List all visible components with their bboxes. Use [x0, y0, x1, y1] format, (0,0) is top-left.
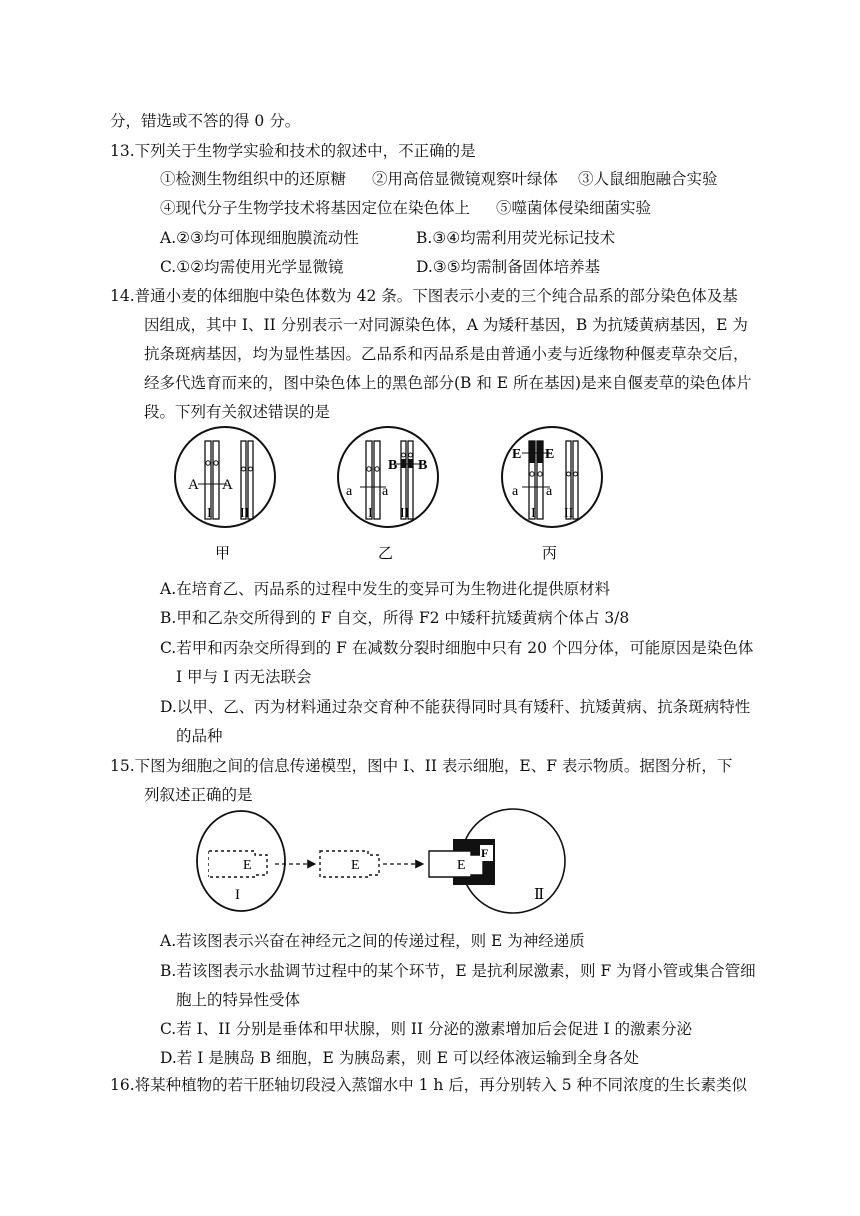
q14-stem-line-3: 抗条斑病基因，均为显性基因。乙品系和丙品系是由普通小麦与近缘物种偃麦草杂交后， [144, 345, 749, 363]
fig15-f: F [481, 846, 489, 860]
bing-e-left: E [512, 447, 522, 462]
bing-label-II: II [564, 506, 574, 521]
bing-e-right: E [545, 447, 555, 462]
fig15-e3: E [457, 858, 466, 873]
bing-gene-left: a [512, 484, 519, 499]
signal-transmission-figure [195, 805, 675, 925]
yi-caption: 乙 [378, 546, 394, 562]
fig15-cell-II-label: Ⅱ [534, 887, 545, 903]
q15-option-d: D.若 I 是胰岛 B 细胞，E 为胰岛素，则 E 可以经体液运输到全身各处 [160, 1049, 639, 1067]
jia-label-II: II [240, 506, 250, 521]
fig15-cell-I-label: I [235, 887, 240, 903]
yi-label-II: II [400, 506, 410, 521]
q15-option-b-line-1: B.若该图表示水盐调节过程中的某个环节，E 是抗利尿激素，则 F 为肾小管或集合管细 [160, 962, 756, 980]
q15-option-c: C.若 I、II 分别是垂体和甲状腺，则 II 分泌的激素增加后会促进 I 的激素分泌 [160, 1020, 693, 1038]
q14-option-d-line-2: 的品种 [176, 727, 223, 745]
q14-option-d-line-1: D.以甲、乙、丙为材料通过杂交育种不能获得同时具有矮秆、抗矮黄病、抗条斑病特性 [160, 698, 751, 716]
bing-gene-right: a [546, 484, 553, 499]
jia-gene-right: A [222, 477, 233, 493]
q13-item-1: ①检测生物组织中的还原糖 [160, 170, 347, 188]
q14-stem-line-1: 14.普通小麦的体细胞中染色体数为 42 条。下图表示小麦的三个纯合品系的部分染色体及基 [110, 287, 738, 305]
q13-item-4: ④现代分子生物学技术将基因定位在染色体上 [160, 199, 471, 217]
q15-option-a: A.若该图表示兴奋在神经元之间的传递过程，则 E 为神经递质 [160, 932, 585, 950]
q13-option-b: B.③④均需利用荧光标记技术 [416, 229, 616, 247]
q14-stem-line-4: 经多代选育而来的，图中染色体上的黑色部分(B 和 E 所在基因)是来自偃麦草的染色体片 [144, 374, 752, 392]
yi-b-left: B [388, 458, 398, 473]
q13-option-c: C.①②均需使用光学显微镜 [160, 258, 344, 276]
q14-option-b: B.甲和乙杂交所得到的 F 自交，所得 F2 中矮秆抗矮黄病个体占 3/8 [160, 609, 630, 627]
bing-label-I: I [531, 506, 536, 521]
q14-option-a: A.在培育乙、丙品系的过程中发生的变异可为生物进化提供原材料 [160, 580, 611, 598]
fig15-e1: E [243, 858, 252, 873]
q14-option-c-line-1: C.若甲和丙杂交所得到的 F 在减数分裂时细胞中只有 20 个四分体，可能原因是染色体 [160, 639, 754, 657]
q14-stem-line-5: 段。下列有关叙述错误的是 [144, 403, 331, 421]
jia-gene-left: A [188, 477, 199, 493]
q13-option-a: A.②③均可体现细胞膜流动性 [160, 229, 359, 247]
q13-item-2: ②用高倍显微镜观察叶绿体 [372, 170, 559, 188]
q13-stem: 13.下列关于生物学实验和技术的叙述中，不正确的是 [110, 142, 476, 160]
q15-stem-line-1: 15.下图为细胞之间的信息传递模型，图中 I、II 表示细胞，E、F 表示物质。据图分析，下 [110, 757, 733, 775]
fig15-e2: E [351, 858, 360, 873]
q14-stem-line-2: 因组成，其中 I、II 分别表示一对同源染色体，A 为矮秆基因，B 为抗矮黄病基因，E 为 [144, 316, 748, 334]
q16-stem: 16.将某种植物的若干胚轴切段浸入蒸馏水中 1 h 后，再分别转入 5 种不同浓度的生长素类似 [110, 1076, 747, 1094]
cell-bing [502, 427, 602, 562]
q15-option-b-line-2: 胞上的特异性受体 [176, 991, 301, 1009]
lead-text: 分，错选或不答的得 0 分。 [110, 112, 301, 130]
cell-jia [175, 427, 275, 562]
q13-option-d: D.③⑤均需制备固体培养基 [416, 258, 601, 276]
cell-yi [338, 427, 438, 562]
chromosome-figure [160, 425, 620, 575]
bing-caption: 丙 [542, 546, 558, 562]
q13-item-3: ③人鼠细胞融合实验 [578, 170, 718, 188]
jia-caption: 甲 [215, 546, 231, 562]
yi-gene-left: a [346, 484, 353, 499]
yi-gene-right: a [382, 484, 389, 499]
q15-stem-line-2: 列叙述正确的是 [144, 786, 253, 804]
jia-label-I: I [207, 506, 212, 521]
yi-b-right: B [418, 458, 428, 473]
q13-item-5: ⑤噬菌体侵染细菌实验 [496, 199, 652, 217]
q14-option-c-line-2: I 甲与 I 丙无法联会 [176, 668, 312, 686]
yi-label-I: I [368, 506, 373, 521]
